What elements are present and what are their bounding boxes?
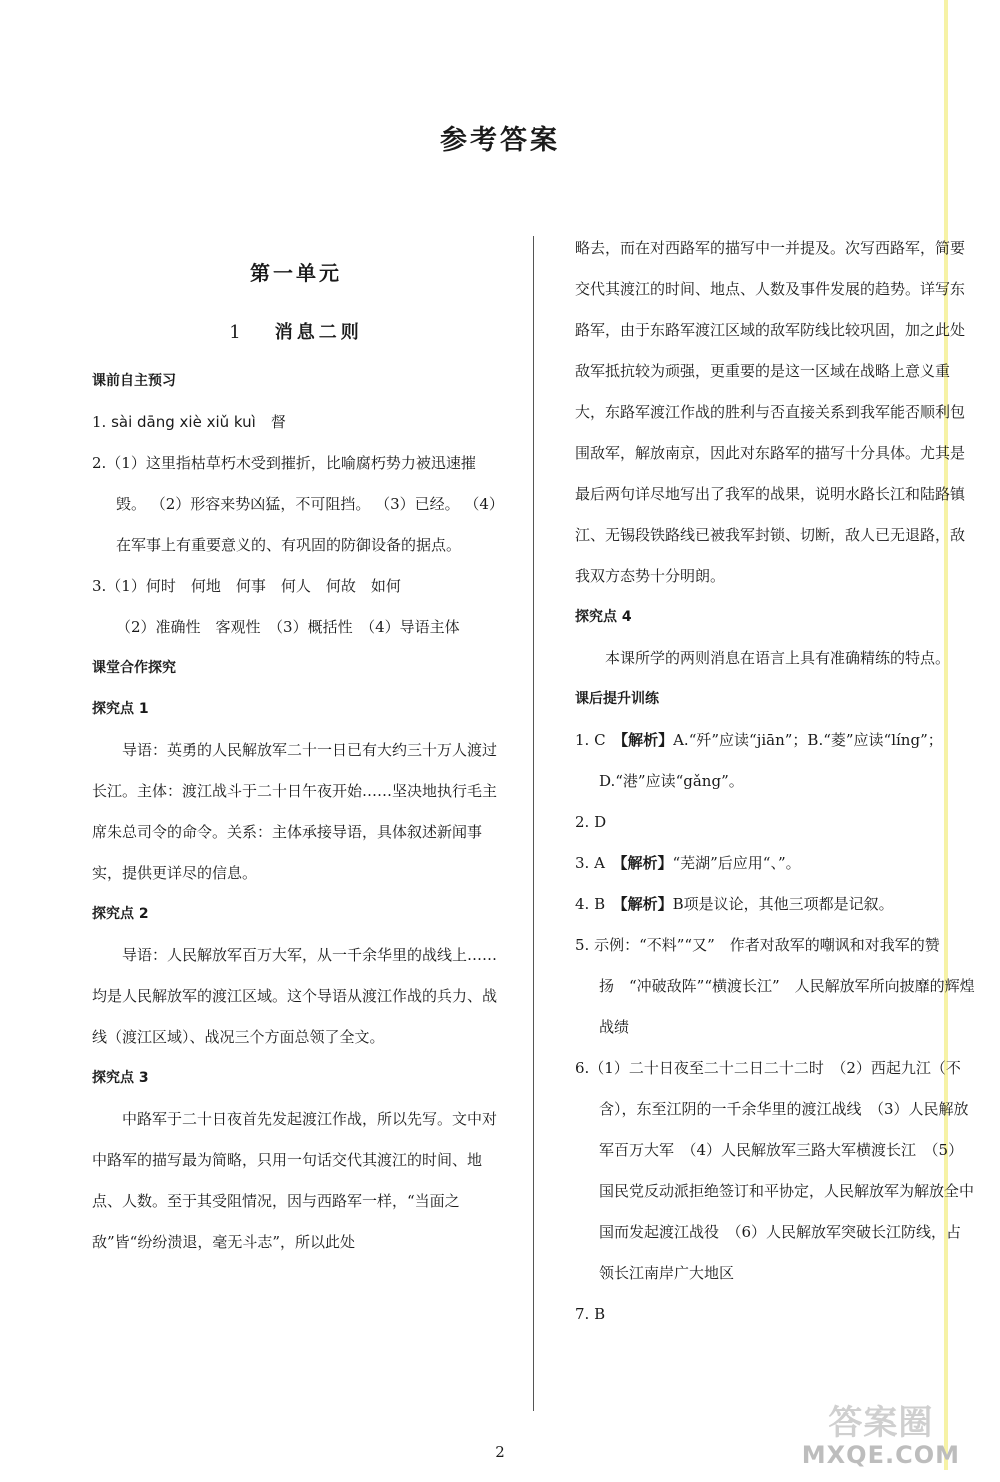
preview-heading: 课前自主预习	[92, 373, 176, 389]
after-answer-2: 2. D	[575, 813, 607, 831]
after-answer-4	[575, 884, 975, 925]
watermark-en: MXQE.COM	[801, 1441, 960, 1469]
lesson-name: 消息二则	[274, 322, 363, 343]
answer-1-pinyin: sài dāng xiè xiǔ kuì	[111, 413, 256, 431]
explore-point-1-text: 导语：英勇的人民解放军二十一日已有大约三十万人渡过长江。主体：渡江战斗于二十日午夜开始……坚决地执行毛主席朱总司令的命令。关系：主体承接导语，具体叙述新闻事实，提供更详尽的信息。	[92, 741, 498, 882]
after-answer-4-tag: 【解析】	[620, 895, 673, 913]
explore-point-2-text: 导语：人民解放军百万大军，从一千余华里的战线上……均是人民解放军的渡江区域。这个导语从渡江作战的兵力、战线（渡江区域）、战况三个方面总领了全文。	[92, 946, 498, 1046]
after-answer-1	[575, 720, 975, 802]
after-answer-3-num: 3. A	[575, 854, 605, 872]
watermark-logo	[802, 1404, 960, 1468]
after-class-heading: 课后提升训练	[575, 691, 659, 707]
explore-heading: 课堂合作探究	[92, 660, 176, 676]
explore-point-3-label: 探究点 3	[92, 1070, 149, 1086]
explore-point-1-label: 探究点 1	[92, 701, 149, 717]
lesson-number: 1	[229, 322, 245, 343]
page-title: 参考答案	[440, 125, 560, 156]
answer-1-num: 1.	[92, 413, 107, 431]
page-number: 2	[495, 1443, 505, 1461]
after-answer-4-text: B项是议论，其他三项都是记叙。	[672, 895, 894, 913]
left-column	[92, 253, 500, 1263]
explore-point-4-text: 本课所学的两则消息在语言上具有准确精练的特点。	[605, 649, 951, 667]
explore-point-3-continued: 略去，而在对西路军的描写中一并提及。次写西路军，简要交代其渡江的时间、地点、人数及事件发展的趋势。详写东路军，由于东路军渡江区域的敌军防线比较巩固，加之此处敌军抵抗较为顽强，更重要的是这一区域在战略上意义重大，东路军渡江作战的胜利与否直接关系到我军能否顺利包围敌军，解放南京，因此对东路军的描写十分具体。尤其是最后两句详尽地写出了我军的战果，说明水路长江和陆路镇江、无锡段铁路线已被我军封锁、切断，敌人已无退路，敌我双方态势十分明朗。	[575, 239, 966, 585]
after-answer-3-text: “芜湖”后应用“、”。	[672, 854, 801, 872]
answer-3a: 3.（1）何时 何地 何事 何人 何故 如何	[92, 577, 401, 595]
explore-point-4-label: 探究点 4	[575, 609, 632, 625]
after-answer-3	[575, 843, 975, 884]
after-answer-4-num: 4. B	[575, 895, 606, 913]
after-answer-6: 6.（1）二十日夜至二十二日二十二时 （2）西起九江（不含），东至江阴的一千余华里的渡江战线 （3）人民解放军百万大军 （4）人民解放军三路大军横渡长江 （5）国民党反动派拒绝签订和平协定，人民解放军为解放全中国而发起渡江战役 （6）人民解放军突破长江防线，占领长江南岸广大地区	[575, 1059, 975, 1282]
after-answer-3-tag: 【解析】	[619, 854, 673, 872]
explore-point-2-label: 探究点 2	[92, 906, 149, 922]
answer-2: 2.（1）这里指枯草朽木受到摧折，比喻腐朽势力被迅速摧毁。 （2）形容来势凶猛，不可阻挡。 （3）已经。 （4）在军事上有重要意义的、有巩固的防御设备的据点。	[92, 454, 497, 554]
right-column	[575, 228, 975, 1335]
after-answer-1-text: A.“歼”应读“jiān”；B.“菱”应读“líng”；D.“港”应读“gǎng”。	[599, 731, 943, 790]
explore-point-3-text: 中路军于二十日夜首先发起渡江作战，所以先写。文中对中路军的描写最为简略，只用一句话交代其渡江的时间、地点、人数。至于其受阻情况，因与西路军一样，“当面之敌”皆“纷纷溃退，毫无斗志”，所以此处	[92, 1110, 498, 1251]
column-divider	[533, 236, 534, 1411]
lesson-title	[92, 313, 500, 353]
after-answer-1-num: 1. C	[575, 731, 606, 749]
after-answer-7: 7. B	[575, 1305, 606, 1323]
answer-3b: （2）准确性 客观性 （3）概括性 （4）导语主体	[116, 618, 460, 636]
answer-1-last: 督	[270, 413, 286, 431]
watermark-cn: 答案圈	[828, 1403, 934, 1443]
unit-title: 第一单元	[250, 261, 342, 285]
answer-1	[92, 402, 500, 443]
after-answer-1-tag: 【解析】	[620, 731, 674, 749]
after-answer-5: 5. 示例：“不料”“又” 作者对敌军的嘲讽和对我军的赞扬 “冲破敌阵”“横渡长江” 人民解放军所向披靡的辉煌战绩	[575, 936, 975, 1036]
